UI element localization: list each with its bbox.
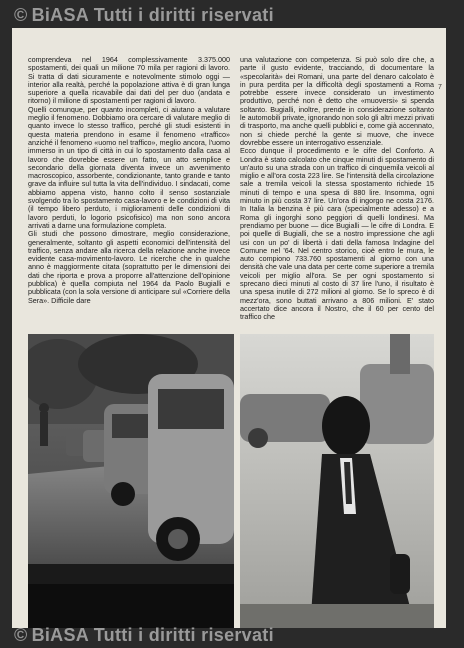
page-number: 7	[438, 84, 442, 91]
parked-cars-image	[28, 334, 234, 628]
watermark-bottom	[0, 624, 464, 646]
article-column-left	[28, 56, 230, 326]
magazine-page	[12, 28, 446, 628]
watermark-text: BiASA Tutti i diritti riservati	[31, 4, 274, 25]
watermark-text: BiASA Tutti i diritti riservati	[31, 624, 274, 645]
photo-parked-cars	[28, 334, 234, 628]
copyright-symbol: ©	[14, 4, 28, 25]
article-column-right	[240, 56, 434, 326]
copyright-symbol: ©	[14, 624, 28, 645]
article-paragraph: comprendeva nel 1964 complessivamente 3.375.000 spostamenti, dei quali un milione 70 mila per ragioni di lavoro. Si tratta di dati sicuramente e notevolmente stimolo oggi — interior alla realtà, perché la popolazione attiva è di gran lunga superiore a quella ricavabile dai dati del per duo (andata e ritorno) il milione di spostamenti per ragioni di lavoro.	[28, 56, 230, 106]
article-paragraph: Ecco dunque il procedimento e le cifre del Conforto. A Londra è stato calcolato che cinque minuti di spostamento di un'auto su una strada con un traffico di cinquemila veicoli al miglio e all'ora costa 223 lire. Se l'intensità della circolazione sale a tremila veicoli la stessa spostamento richiede 15 minuti di tempo e una spesa di 880 lire. Insomma, ogni minuto in più costa 37 lire. Un'ora di ingorgo ne costa 2176. In Italia la benzina è più cara (specialmente adesso) e a Roma gli ingorghi sono peggiori di quelli londinesi. Ma prendiamo per buone — dice Bugialli — le cifre di Londra. E poi quelle di Bugialli, che se a nostro impressione che agli usi con un po' di libertà i dati della famosa Indagine del Comune nel '64. Nel centro storico, cioè entro le mura, le auto compiono 733.760 spostamenti al giorno con una densità che vale una data per certe come superiore a tremila veicoli per miglio all'ora. Se per ogni spostamento si sprecano dieci minuti al costo di 37 lire l'uno, il risultato è una spesa inutile di 272 milioni al giorno. Se lo spreco è di mezz'ora, sono buttati arrivano a 806 milioni. E' stato accertato dice ancora il Nostro, che il 60 per cento del traffico che	[240, 146, 434, 322]
article-paragraph: una valutazione con competenza. Si può solo dire che, a parte il gusto evidente, tracciando, di documentare la «specolarità» dei Romani, una parte del denaro calcolato è in pura perdita per la difficoltà degli spostamenti a Roma potrebbe essere invece considerato un investimento produttivo, perché non è detto che «muoversi» si spenda soltanto. Bugialli, inoltre, prende in considerazione soltanto le automobili private, ignorando non solo gli altri mezzi privati di trasporto, ma anche quelli pubblici e, come già accennato, non si chiede perché la gente si muove, che invece dovrebbe essere un interrogativo essenziale.	[240, 56, 434, 147]
man-walking-image	[240, 334, 434, 628]
photo-man-walking	[240, 334, 434, 628]
watermark-top	[0, 4, 464, 26]
article-paragraph: Quelli comunque, per quanto incompleti, ci aiutano a valutare meglio il fenomeno. Dobbiamo ora cercare di valutare meglio di quanto invece lo stesso traffico, perché gli studi esistenti in questa materia prendono in esame il fenomeno «traffico» anziché il fenomeno «uomo nel traffico», meglio ancora, l'uomo immerso in un tipo di città in cui lo spostamento dalla casa al lavoro che dovrebbe essere un fatto, un atto semplice e secondario della giornata diventa invece un avvenimento macroscopico, assorbente, condizionante, tanto grande e tanto grave da influire sul tutta la vita dell'individuo. I sindacati, come abbiamo appena visto, hanno colto il senso sostanziale svolgendo tra lo spostamento casa-lavoro e le condizioni di vita (il tempo libero perduto, i miglioramenti delle condizioni di lavoro perduti, lo logorio psicofisico) ma non sono ancora arrivati a darne una formulazione completa.	[28, 104, 230, 230]
article-paragraph: Gli studi che possono dimostrare, meglio considerazione, generalmente, soltanto gli aspetti economici dell'intensità del traffico, senza andare alla ricerca della relazione anche invece evidente casa-movimento-lavoro. Le ricerche che in qualche anno è maggiormente citata (soprattutto per le dimensioni dei dati che riporta e prova a proporre all'attenzione dell'opinione pubblica) è quella compiuta nel 1964 da Paolo Bugialli e pubblicata (con la sola versione di anticipare sul «Corriere della Sera». Difficile dare	[28, 229, 230, 305]
